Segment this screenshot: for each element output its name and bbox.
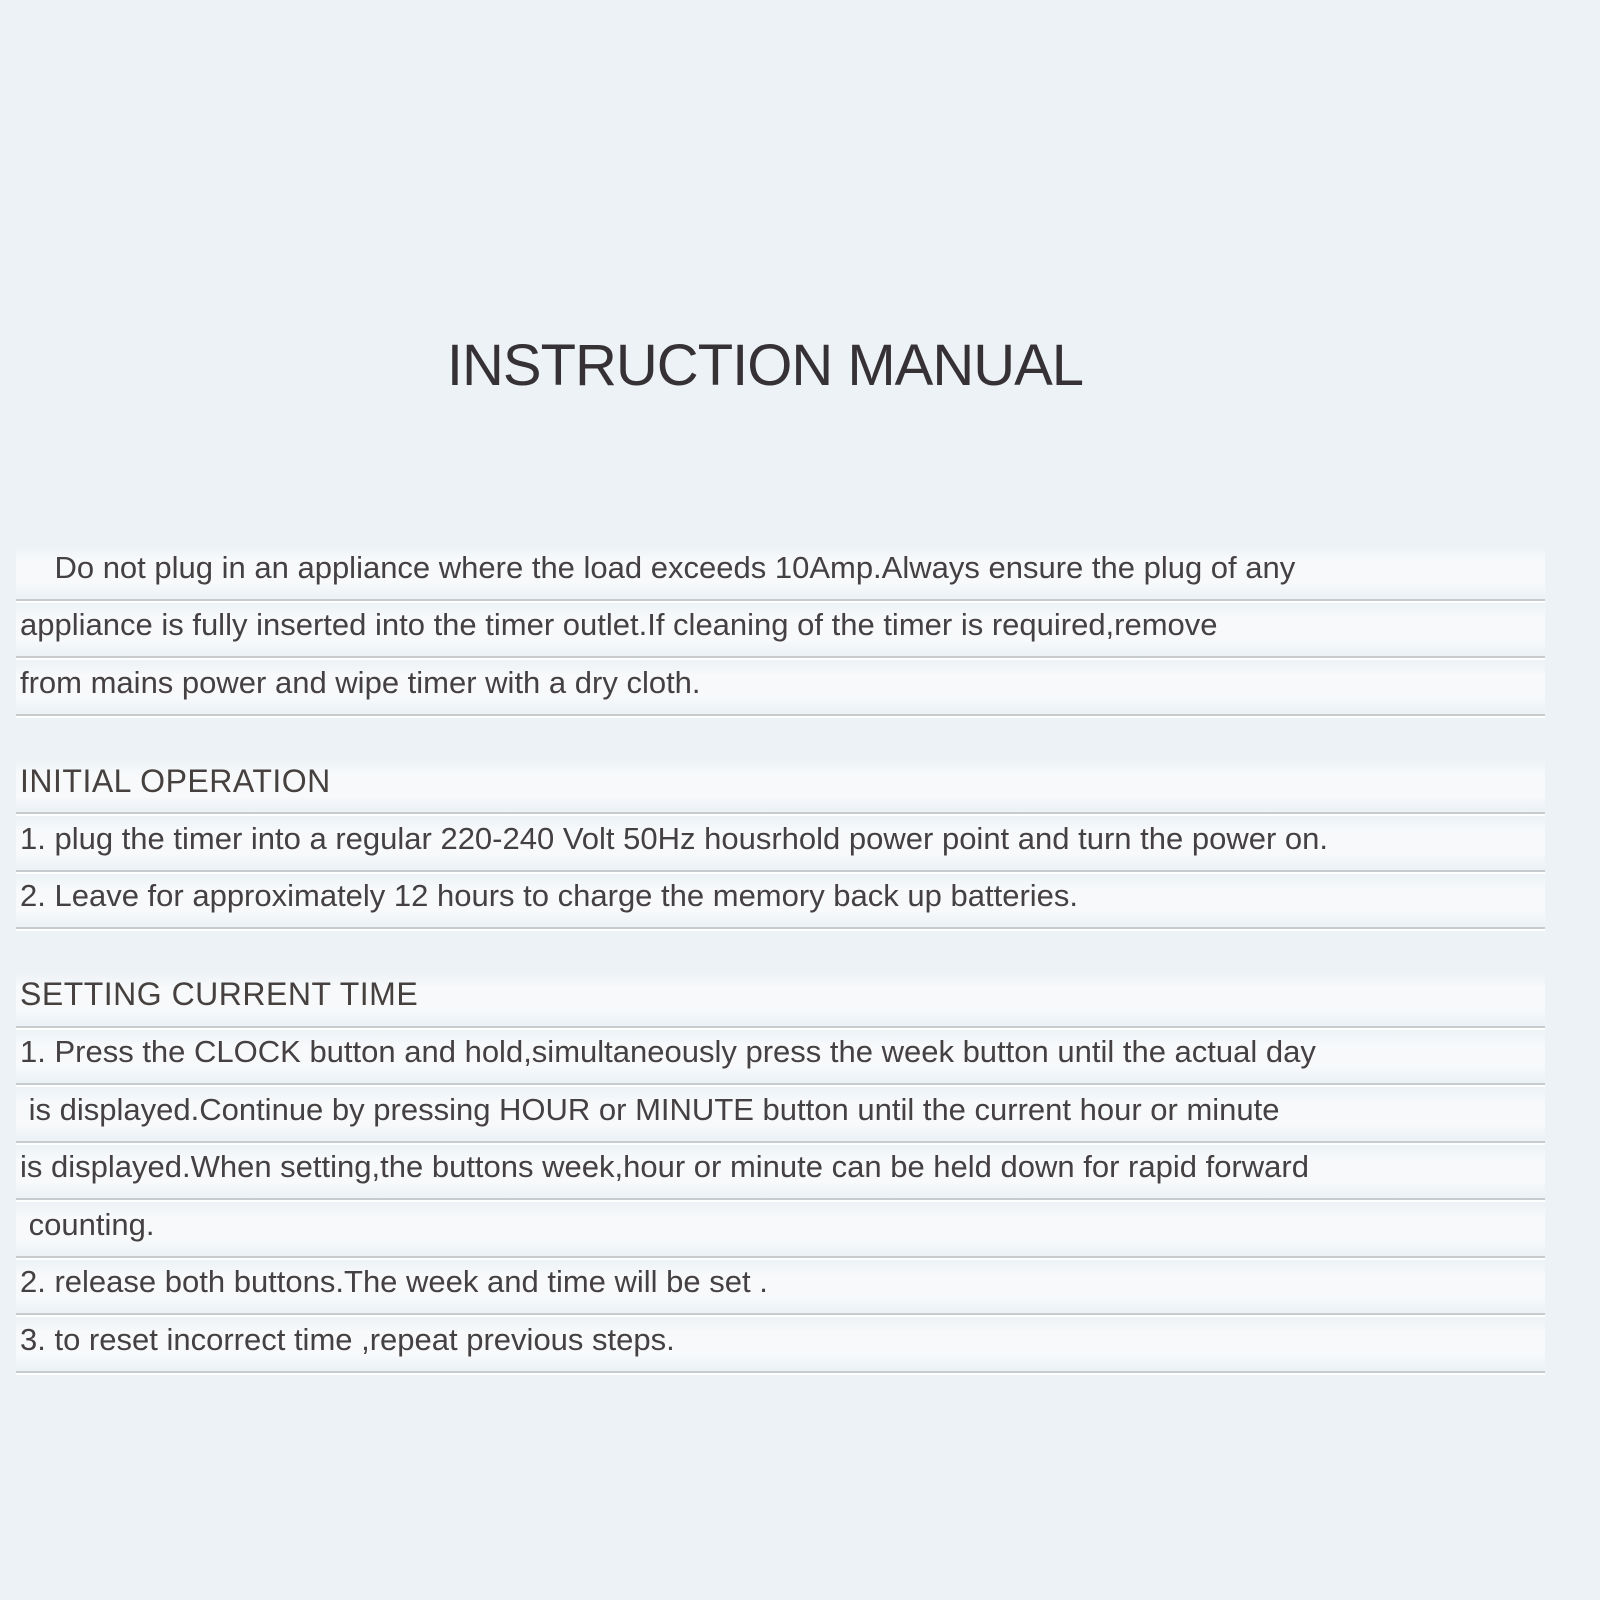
text-line: from mains power and wipe timer with a dry cloth.: [16, 658, 1545, 716]
section-2: [16, 970, 1545, 1373]
text-line: is displayed.Continue by pressing HOUR or MINUTE button until the current hour or minute: [16, 1085, 1545, 1143]
text-line: Do not plug in an appliance where the load exceeds 10Amp.Always ensure the plug of any: [16, 543, 1545, 601]
section-0: [16, 543, 1545, 716]
section-1: [16, 757, 1545, 930]
text-line: 3. to reset incorrect time ,repeat previous steps.: [16, 1315, 1545, 1373]
section-heading: INITIAL OPERATION: [16, 757, 1545, 815]
text-line: counting.: [16, 1200, 1545, 1258]
page-title: INSTRUCTION MANUAL: [446, 333, 1084, 398]
text-line: 1. Press the CLOCK button and hold,simultaneously press the week button until the actual day: [16, 1028, 1545, 1086]
text-line: 2. Leave for approximately 12 hours to charge the memory back up batteries.: [16, 872, 1545, 930]
text-line: 2. release both buttons.The week and time will be set .: [16, 1258, 1545, 1316]
text-line: 1. plug the timer into a regular 220-240 Volt 50Hz housrhold power point and turn the power on.: [16, 814, 1545, 872]
text-line: appliance is fully inserted into the timer outlet.If cleaning of the timer is required,remove: [16, 601, 1545, 659]
manual-content: [16, 543, 1545, 1373]
text-line: is displayed.When setting,the buttons week,hour or minute can be held down for rapid forward: [16, 1143, 1545, 1201]
section-heading: SETTING CURRENT TIME: [16, 970, 1545, 1028]
